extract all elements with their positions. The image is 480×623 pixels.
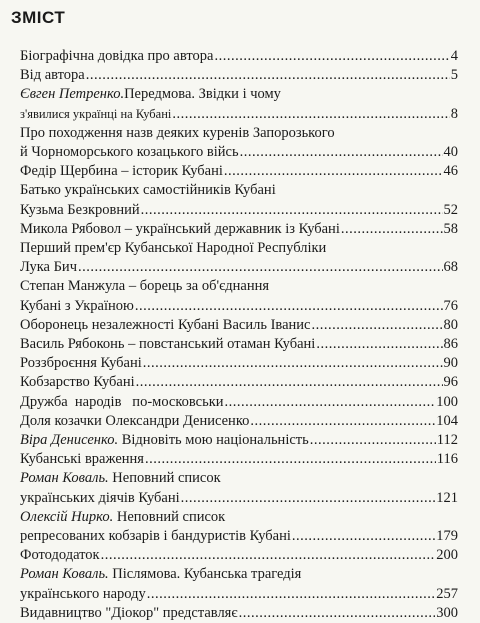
dot-leader [310, 431, 436, 450]
toc-title-continued: Кубані з Україною [20, 297, 134, 314]
toc-entry[interactable] [20, 220, 458, 239]
toc-title: Кубанські враження [20, 451, 144, 468]
toc-line [20, 143, 458, 162]
toc-title: Про походження назв деяких куренів Запорозького [20, 124, 335, 141]
toc-page-number: 200 [436, 547, 458, 564]
dot-leader [240, 143, 443, 162]
toc-line [20, 450, 458, 469]
toc-line [20, 220, 458, 239]
dot-leader [250, 412, 435, 431]
toc-line [20, 162, 458, 181]
toc-entry[interactable] [20, 335, 458, 354]
toc-title: Відновіть мою національність [118, 432, 309, 449]
toc-author: Євген Петренко. [20, 86, 125, 103]
toc-title: Оборонець незалежності Кубані Василь Іванис [20, 316, 311, 333]
toc-title-continued: Кузьма Безкровний [20, 201, 140, 218]
toc-page-number: 5 [450, 67, 458, 84]
toc-line [20, 124, 458, 143]
toc-page-number: 46 [443, 163, 458, 180]
toc-line [20, 239, 458, 258]
toc-page-number: 300 [436, 604, 458, 621]
toc-entry[interactable] [20, 85, 458, 123]
toc-title: Перший прем'єр Кубанської Народної Республіки [20, 240, 327, 257]
toc-title-continued: українського народу [20, 585, 146, 602]
dot-leader [292, 527, 435, 546]
toc-page-number: 112 [436, 432, 458, 449]
toc-line [20, 354, 458, 373]
toc-entry[interactable] [20, 546, 458, 565]
toc-line [20, 335, 458, 354]
toc-line [20, 604, 458, 623]
toc-page-number: 76 [443, 297, 458, 314]
dot-leader [141, 201, 443, 220]
dot-leader [135, 297, 443, 316]
toc-page-number: 4 [450, 48, 458, 64]
toc-entry[interactable] [20, 316, 458, 335]
toc-title: Біографічна довідка про автора [20, 48, 214, 64]
toc-entry[interactable] [20, 604, 458, 623]
toc-title: Передмова. Звідки і чому [124, 86, 281, 103]
toc-title: Післямова. Кубанська трагедія [108, 566, 302, 583]
toc-entry[interactable] [20, 239, 458, 277]
toc-line [20, 527, 458, 546]
dot-leader [172, 105, 449, 124]
toc-title-continued: Лука Бич [20, 259, 77, 276]
toc-line [20, 277, 458, 296]
toc-line [20, 469, 458, 488]
toc-page-number: 58 [443, 220, 458, 237]
dot-leader [239, 604, 436, 623]
toc-entry[interactable] [20, 412, 458, 431]
toc-title: Неповний список [108, 470, 221, 487]
dot-leader [86, 66, 450, 85]
toc-author: Віра Денисенко. [20, 432, 119, 449]
toc-title: Від автора [20, 67, 85, 84]
toc-title: Батько українських самостійників Кубані [20, 182, 276, 199]
dot-leader [214, 47, 449, 66]
toc-line [20, 373, 458, 392]
toc-page-number: 116 [436, 451, 458, 468]
toc-page-number: 121 [436, 489, 458, 506]
toc-entry[interactable] [20, 181, 458, 219]
dot-leader [311, 316, 442, 335]
toc-page-number: 90 [443, 355, 458, 372]
toc-entry[interactable] [20, 450, 458, 469]
toc-entry[interactable] [20, 354, 458, 373]
toc-title: Степан Манжула – борець за об'єднання [20, 278, 270, 295]
toc-title: Микола Рябовол – український державник із Кубані [20, 220, 340, 237]
page-title: ЗМІСТ [11, 8, 66, 27]
toc-page-number: 86 [443, 336, 458, 353]
toc-entry[interactable] [20, 47, 458, 66]
toc-line [20, 181, 458, 200]
toc-line [20, 393, 458, 412]
toc-line [20, 565, 458, 584]
toc-line [20, 316, 458, 335]
toc-entry[interactable] [20, 124, 458, 162]
toc-author: Роман Коваль. [20, 566, 109, 583]
toc-line [20, 201, 458, 220]
toc-page-number: 40 [443, 144, 458, 161]
dot-leader [145, 450, 436, 469]
toc-line [20, 85, 458, 104]
toc-title: Доля козачки Олександри Денисенко [20, 412, 250, 429]
toc-page-number: 80 [443, 316, 458, 333]
toc-title-continued: й Чорноморського козацького війсь [20, 144, 239, 161]
toc-line [20, 546, 458, 565]
toc-entry[interactable] [20, 162, 458, 181]
dot-leader [143, 354, 443, 373]
toc-line [20, 47, 458, 66]
toc-title: Федір Щербина – історик Кубані [20, 163, 223, 180]
toc-line [20, 66, 458, 85]
toc-entry[interactable] [20, 393, 458, 412]
toc-line [20, 508, 458, 527]
toc-author: Роман Коваль. [20, 470, 109, 487]
dot-leader [224, 162, 443, 181]
toc-page-number: 104 [436, 412, 458, 429]
toc-page-number: 257 [436, 585, 458, 602]
toc-title: Видавництво "Діокор" представляє [20, 604, 238, 621]
toc-line [20, 258, 458, 277]
toc-title-continued: репресованих кобзарів і бандуристів Кубані [20, 528, 291, 545]
toc-line [20, 489, 458, 508]
toc-entry[interactable] [20, 508, 458, 546]
toc-entry[interactable] [20, 373, 458, 392]
toc-title-continued: українських діячів Кубані [20, 489, 180, 506]
toc-page-number: 52 [443, 201, 458, 218]
toc-page-number: 68 [443, 259, 458, 276]
dot-leader [181, 489, 436, 508]
table-of-contents [20, 47, 458, 623]
dot-leader [316, 335, 442, 354]
toc-page-number: 96 [443, 374, 458, 391]
toc-title-continued: з'явилися українці на Кубані [20, 106, 172, 121]
dot-leader [78, 258, 443, 277]
toc-title: Роззброєння Кубані [20, 355, 142, 372]
toc-line [20, 431, 458, 450]
toc-title: Василь Рябоконь – повстанський отаман Кубані [20, 336, 316, 353]
dot-leader [225, 393, 436, 412]
toc-line [20, 412, 458, 431]
toc-line [20, 585, 458, 604]
dot-leader [341, 220, 443, 239]
toc-entry[interactable] [20, 277, 458, 315]
dot-leader [101, 546, 436, 565]
toc-title: Фотододаток [20, 547, 100, 564]
toc-page-number: 100 [436, 393, 458, 410]
toc-title: Дружба народів по-московськи [20, 393, 224, 410]
toc-page-number: 8 [450, 105, 458, 122]
toc-page-number: 179 [436, 528, 458, 545]
dot-leader [147, 585, 436, 604]
toc-title: Неповний список [113, 508, 226, 525]
toc-title: Кобзарство Кубані [20, 374, 135, 391]
toc-line [20, 105, 458, 124]
toc-entry[interactable] [20, 469, 458, 507]
toc-author: Олексій Нирко. [20, 508, 114, 525]
toc-entry[interactable] [20, 565, 458, 603]
toc-entry[interactable] [20, 66, 458, 85]
toc-entry[interactable] [20, 431, 458, 450]
toc-line [20, 297, 458, 316]
dot-leader [136, 373, 443, 392]
